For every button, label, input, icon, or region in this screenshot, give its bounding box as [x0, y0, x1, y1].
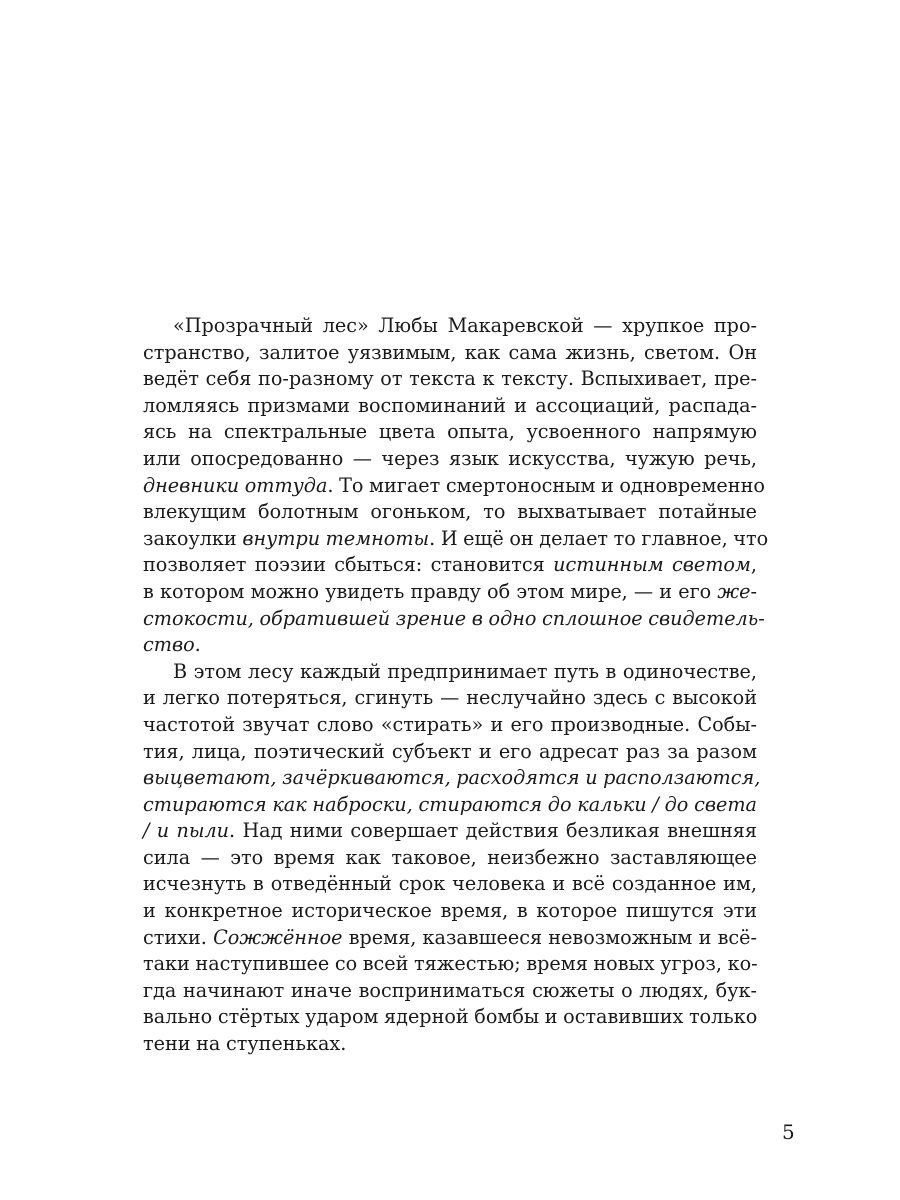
paragraph: [143, 659, 761, 1058]
text-segment: странство, залитое уязвимым, как сама жизнь, светом. Он: [143, 340, 757, 364]
text-segment: частотой звучат слово «стирать» и его производные. Собы-: [143, 712, 757, 736]
italic-text: же-: [717, 579, 757, 603]
text-line: [143, 419, 757, 446]
italic-text: дневники оттуда: [143, 473, 328, 497]
text-segment: тени на ступеньках.: [143, 1032, 347, 1056]
page-number: 5: [782, 1120, 795, 1144]
text-line: [143, 712, 757, 739]
italic-text: ство: [143, 633, 195, 657]
italic-text: стокости, обратившей зрение в одно сплошное свидетель-: [143, 606, 765, 630]
text-line: [143, 473, 765, 500]
text-segment: тия, лица, поэтический субъект и его адресат раз за разом: [143, 739, 757, 763]
text-line: [143, 659, 757, 686]
text-line: [143, 1031, 757, 1058]
text-segment: сила — это время как таковое, неизбежно заставляющее: [143, 845, 757, 869]
text-line: [143, 499, 757, 526]
text-line: [143, 845, 757, 872]
text-line: [143, 526, 769, 553]
italic-text: Сожжённое: [213, 925, 343, 949]
text-line: [143, 739, 757, 766]
text-line: [143, 898, 757, 925]
text-segment: . И ещё он делает то главное, что: [429, 526, 769, 550]
text-segment: ясь на спектральные цвета опыта, усвоенного напрямую: [143, 420, 757, 444]
text-line: [143, 765, 761, 792]
text-segment: ведёт себя по-разному от текста к тексту. Вспыхивает, пре-: [143, 367, 757, 391]
text-segment: или опосредованно — через язык искусства, чужую речь,: [143, 446, 757, 470]
text-line: [143, 606, 765, 633]
text-line: [143, 792, 757, 819]
text-segment: закоулки: [143, 526, 243, 550]
paragraph: [143, 313, 769, 659]
text-segment: влекущим болотным огоньком, то выхватывает потайные: [143, 500, 757, 524]
text-segment: в котором можно увидеть правду об этом мире, — и его: [143, 579, 718, 603]
text-segment: . То мигает смертоносным и одновременно: [327, 473, 765, 497]
text-line: [143, 871, 757, 898]
text-line: [143, 951, 757, 978]
text-segment: исчезнуть в отведённый срок человека и всё созданное им,: [143, 872, 757, 896]
text-line: [143, 685, 757, 712]
text-segment: .: [194, 633, 201, 657]
body-text: [143, 313, 769, 1058]
text-line: [143, 340, 757, 367]
text-line: [143, 446, 757, 473]
text-line: [143, 1004, 757, 1031]
text-segment: . Над ними совершает действия безликая внешняя: [229, 819, 757, 843]
text-segment: ломляясь призмами воспоминаний и ассоциаций, распада-: [143, 393, 757, 417]
italic-text: внутри темноты: [242, 526, 430, 550]
text-segment: В этом лесу каждый предпринимает путь в одиночестве,: [173, 659, 757, 683]
text-segment: стихи.: [143, 925, 214, 949]
text-line: [143, 818, 757, 845]
text-line: [143, 393, 757, 420]
text-segment: «Прозрачный лес» Любы Макаревской — хрупкое про-: [173, 314, 757, 337]
text-line: [143, 313, 757, 340]
text-line: [143, 978, 757, 1005]
italic-text: стираются как наброски, стираются до кальки / до света: [143, 792, 757, 816]
text-segment: вально стёртых ударом ядерной бомбы и оставивших только: [143, 1005, 758, 1029]
text-segment: и конкретное историческое время, в которое пишутся эти: [143, 899, 757, 923]
text-segment: таки наступившее со всей тяжестью; время новых угроз, ко-: [143, 952, 758, 976]
text-segment: время, казавшееся невозможным и всё-: [342, 925, 757, 949]
text-segment: гда начинают иначе восприниматься сюжеты о людях, бук-: [143, 978, 757, 1002]
text-line: [143, 366, 757, 393]
italic-text: истинным светом: [553, 553, 751, 577]
text-segment: позволяет поэзии сбыться: становится: [143, 553, 554, 577]
text-segment: ,: [750, 553, 758, 577]
text-line: [143, 925, 757, 952]
text-segment: и легко потеряться, сгинуть — неслучайно здесь с высокой: [143, 686, 757, 710]
text-line: [143, 579, 757, 606]
italic-text: / и пыли: [143, 819, 230, 843]
text-line: [143, 552, 757, 579]
text-line: [143, 632, 757, 659]
italic-text: выцветают, зачёркиваются, расходятся и расползаются,: [143, 766, 761, 790]
